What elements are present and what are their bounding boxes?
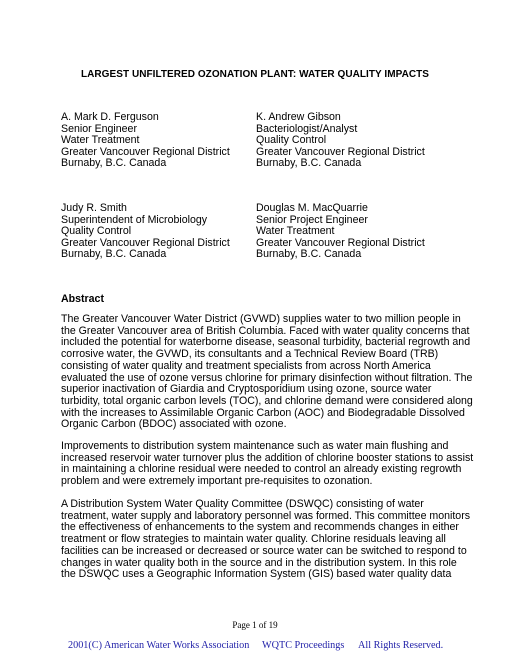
author-organization: Greater Vancouver Regional District [256,145,425,158]
text-line: turbidity, total organic carbon levels (TOC), and chlorine demand were considered along [61,394,473,407]
paper-title: LARGEST UNFILTERED OZONATION PLANT: WATER QUALITY IMPACTS [80,69,430,80]
author-name: K. Andrew Gibson [256,111,341,123]
author-name: Judy R. Smith [61,202,127,214]
author-block-gibson [256,112,425,170]
author-name: A. Mark D. Ferguson [61,111,159,123]
author-position: Bacteriologist/Analyst [256,122,358,135]
text-line: consisting of water quality and treatment specialists from across North America [61,359,431,372]
author-department: Water Treatment [61,134,140,147]
text-line: Organic Carbon (BDOC) associated with ozone. [61,418,287,431]
text-line: treatment or flow strategies to maintain water quality. Chlorine residuals leaving all [61,533,446,546]
author-organization: Greater Vancouver Regional District [61,145,230,158]
author-name: Douglas M. MacQuarrie [256,202,368,214]
author-position: Senior Project Engineer [256,213,368,226]
text-line: facilities can be increased or decreased or source water can be switched to respond to [61,544,467,557]
author-department: Water Treatment [256,225,335,238]
author-department: Quality Control [256,134,327,147]
text-line: included the potential for waterborne disease, seasonal turbidity, bacterial regrowth and [61,336,471,349]
author-location: Burnaby, B.C. Canada [61,157,167,170]
author-location: Burnaby, B.C. Canada [256,157,362,170]
text-line: the Greater Vancouver area of British Columbia. Faced with water quality concerns that [61,324,470,337]
footer-rights: All Rights Reserved. [358,640,444,651]
author-position: Senior Engineer [61,122,137,135]
page-number: Page 1 of 19 [232,620,278,630]
author-department: Quality Control [61,225,132,238]
text-line: Improvements to distribution system maintenance such as water main flushing and [61,440,449,452]
author-position: Superintendent of Microbiology [61,213,208,226]
text-line: changes in water quality both in the source and in the distribution system. In this role [61,556,457,569]
abstract-paragraph-2 [61,440,474,488]
text-line: corrosive water, the GVWD, its consultants and a Technical Review Board (TRB) [61,348,439,361]
text-line: treatment, water supply and laboratory personnel was formed. This committee monitors [61,509,471,522]
text-line: in maintaining a chlorine residual were needed to control an already existing regrowth [61,463,462,476]
text-line: problem and were extremely important pre-requisites to ozonation. [61,475,373,488]
text-line: A Distribution System Water Quality Committee (DSWQC) consisting of water [61,498,424,510]
author-organization: Greater Vancouver Regional District [61,236,230,249]
author-organization: Greater Vancouver Regional District [256,236,425,249]
text-line: superior inactivation of Giardia and Cryptosporidium using ozone, source water [61,383,432,396]
text-line: The Greater Vancouver Water District (GVWD) supplies water to two million people in [61,313,461,325]
text-line: the DSWQC uses a Geographic Information System (GIS) based water quality data [61,568,452,581]
author-location: Burnaby, B.C. Canada [256,248,362,261]
abstract-paragraph-1 [61,313,473,431]
author-block-macquarrie [256,203,425,261]
text-line: evaluated the use of ozone versus chlorine for primary disinfection without filtration. The [61,371,473,384]
abstract-paragraph-3 [61,498,471,581]
abstract-heading: Abstract [61,293,104,305]
footer-copyright: 2001(C) American Water Works Association [68,640,250,651]
author-location: Burnaby, B.C. Canada [61,248,167,261]
footer-proceedings: WQTC Proceedings [262,640,345,651]
author-block-smith [61,203,230,261]
author-block-ferguson [61,112,230,170]
text-line: with the increases to Assimilable Organic Carbon (AOC) and Biodegradable Dissolved [61,406,465,419]
text-line: the effectiveness of enhancements to the system and recommends changes in either [61,521,459,534]
text-line: increased reservoir water turnover plus the addition of chlorine booster stations to assist [61,451,474,464]
